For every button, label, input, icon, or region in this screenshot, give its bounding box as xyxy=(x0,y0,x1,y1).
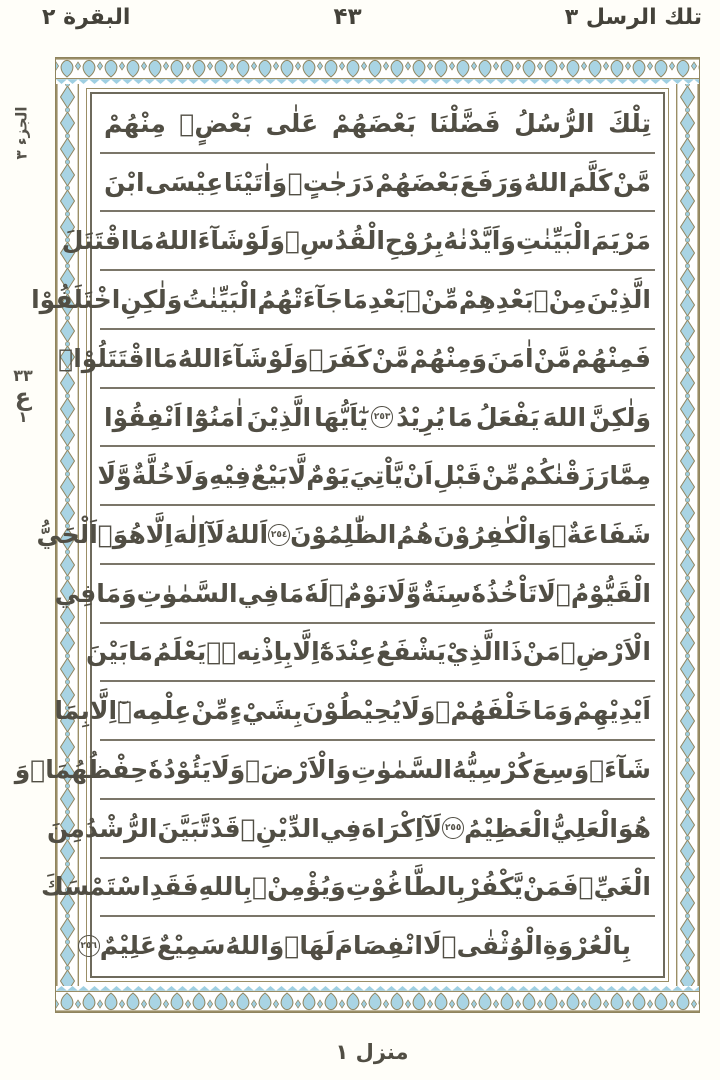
ayah-word: مَا xyxy=(128,637,154,667)
quran-line xyxy=(31,271,655,330)
ayah-word: مَا xyxy=(153,343,178,373)
ayah-word: بِالطَّاغُوْتِ xyxy=(345,872,466,902)
ayah-word: وَلَا xyxy=(401,696,436,726)
ayah-word: وَالْاَرْضَۚ xyxy=(245,754,352,784)
ayah-word: مَرْيَمَ xyxy=(590,226,651,256)
ayah-word: وَيُؤْمِنْۢ xyxy=(252,872,346,902)
ayah-word: يَّاْتِيَ xyxy=(349,461,404,491)
ayah-word: مِّنْۢ xyxy=(405,285,459,315)
ayah-word: فَضَّلْنَا xyxy=(429,108,501,138)
ayah-word: بَعْضَهُمْ xyxy=(331,108,417,138)
ayah-word: يَّكْفُرْ xyxy=(465,872,523,902)
ayah-word: الرُّسُلُ xyxy=(514,108,595,138)
ayah-word: فَقَدِ xyxy=(149,872,199,902)
quran-line xyxy=(86,624,655,683)
ayah-word: ابْنَ xyxy=(104,167,145,197)
ayah-word: بَعْضٍۘ xyxy=(179,108,253,138)
ayah-word: عَلٰى xyxy=(265,108,319,138)
ayah-word: الَّذِيْنَ xyxy=(246,402,312,432)
ayah-word: اِلَّا xyxy=(89,696,118,726)
ayah-word: يَوْمٌ xyxy=(306,461,350,491)
ayah-word: عِلْمِهٖٓ xyxy=(117,696,192,726)
ayah-word: الْبَيِّنٰتِ xyxy=(515,226,591,256)
ayah-word: اٰمَنُوْٓا xyxy=(185,402,244,432)
ayah-word: وَاللهُ xyxy=(225,931,285,961)
ayah-word: فَمِنْهُمْ xyxy=(571,343,651,373)
ayah-word: مِنْهُمْ xyxy=(104,108,166,138)
ayah-word: تَاْخُذُهٗ xyxy=(471,578,538,608)
ayah-word: فَمَنْ xyxy=(522,872,579,902)
page-footer xyxy=(42,1040,702,1064)
ayah-word: وَلَا xyxy=(211,754,246,784)
ayah-word: لَا xyxy=(537,578,556,608)
ayah-word: مَنْ xyxy=(522,637,561,667)
ayah-word: بَيْعٌ xyxy=(250,461,288,491)
ayah-word: شَآءَ xyxy=(197,226,245,256)
quran-line xyxy=(14,741,655,800)
ayah-word: يَشْفَعُ xyxy=(376,637,447,667)
ayah-word: لَهٗ xyxy=(304,578,329,608)
ayah-word: وَمَا xyxy=(532,696,574,726)
ayah-word: نَوْمٌۗ xyxy=(328,578,388,608)
ayah-word: انْفِصَامَ xyxy=(334,931,423,961)
ayah-word: بِمَا xyxy=(54,696,90,726)
ayah-word: الْبَيِّنٰتُ xyxy=(182,285,258,315)
ayah-word: وَلَا xyxy=(174,461,210,491)
ayah-word: الْقُدُسِۗ xyxy=(285,226,385,256)
ayah-word: كَفَرَۗ xyxy=(308,343,372,373)
ayah-end-marker: ٢٥٣ xyxy=(371,406,393,428)
quran-line xyxy=(97,447,655,506)
ayah-word: بِشَيْءٍ xyxy=(229,696,303,726)
ayah-word: وَ xyxy=(14,754,31,784)
ayah-word: مَا xyxy=(343,285,368,315)
ayah-word: اَنْفِقُوْا xyxy=(104,402,183,432)
ayah-word: تِلْكَ xyxy=(608,108,651,138)
ayah-end-marker: ٢٥٥ xyxy=(442,817,464,839)
ruku-number: ٣٣ xyxy=(13,366,33,385)
ayah-word: يٰٓاَيُّهَا xyxy=(314,402,369,432)
ayah-word: هُمُ xyxy=(396,520,434,549)
ayah-word: الدِّيْنِۙ xyxy=(240,813,320,843)
ayah-word: اقْتَتَلَ xyxy=(61,226,130,256)
ayah-word: وَرَفَعَ xyxy=(460,167,524,197)
ayah-word: اِلَّا xyxy=(145,520,173,549)
ayah-word: لَآ xyxy=(423,813,443,843)
ayah-word: الرُّشْدُ xyxy=(84,813,158,843)
ayah-word: عَلِيْمٌ xyxy=(99,931,157,961)
ayah-word: قَدْ xyxy=(209,813,241,843)
ayah-word: اَيْدِيْهِمْ xyxy=(573,696,651,726)
ayah-word: مَا xyxy=(447,402,473,432)
ayah-word: اللهُ xyxy=(524,167,568,197)
ayah-word: الظّٰلِمُوْنَ xyxy=(290,520,397,549)
ayah-word: السَّمٰوٰتِ xyxy=(136,578,238,608)
page-number: ۴۳ xyxy=(333,4,362,30)
ayah-word: عِيْسَى xyxy=(145,167,224,197)
ayah-word: تَّبَيَّنَ xyxy=(157,813,210,843)
ayah-word: مِمَّا xyxy=(609,461,651,491)
ayah-word: مِنَ xyxy=(46,813,85,843)
ayah-word: اللهُ xyxy=(154,226,198,256)
ayah-word: الْعَلِيُّ xyxy=(550,813,618,843)
ayah-word: السَّمٰوٰتِ xyxy=(351,754,452,784)
ayah-word: يَعْلَمُ xyxy=(153,637,207,667)
ayah-word: يَفْعَلُ xyxy=(475,402,540,432)
ayah-word: وَلَوْ xyxy=(267,343,309,373)
ayah-word: اَللهُ xyxy=(224,520,269,549)
ayah-word: هُوَۚ xyxy=(97,520,146,549)
ayah-word: مَا xyxy=(279,578,305,608)
quran-line xyxy=(54,565,655,624)
ruku-ain-symbol: ع xyxy=(14,382,32,411)
ayah-end-marker: ٢٥٦ xyxy=(78,935,100,957)
ayah-word: بِاللهِ xyxy=(198,872,253,902)
juz-title: تلك الرسل ٣ xyxy=(564,5,702,30)
ayah-word: وَمِنْهُمْ xyxy=(409,343,488,373)
ayah-word: مِنْۢ xyxy=(533,285,587,315)
ayah-word: وَسِعَ xyxy=(532,754,590,784)
ayah-word: اقْتَتَلُوْاۘ xyxy=(58,343,154,373)
ayah-word: بِاِذْنِهٖۗ xyxy=(206,637,293,667)
ayah-word: الْقَيُّوْمُۚ xyxy=(555,578,651,608)
margin-juz-label xyxy=(0,78,44,188)
quran-line xyxy=(100,154,655,213)
ayah-word: الَّذِيْ xyxy=(446,637,502,667)
quran-line xyxy=(61,212,655,271)
ayah-word: اِلٰهَ xyxy=(172,520,207,549)
juz-label-text: الجزء ٣ xyxy=(12,106,30,160)
quran-line xyxy=(58,330,655,389)
ayah-word: مِّنْ xyxy=(481,461,520,491)
ayah-word: لَّا xyxy=(287,461,307,491)
ayah-word: يَئُوْدُهٗ xyxy=(148,754,212,784)
ayah-word: بَيْنَ xyxy=(86,637,129,667)
ayah-word: الْغَيِّۚ xyxy=(578,872,651,902)
ayah-word: شَفَاعَةٌۗ xyxy=(551,520,651,549)
ayah-word: كُرْسِيُّهُ xyxy=(451,754,533,784)
ayah-word: وَلَوْ xyxy=(244,226,286,256)
ayah-word: اللهَ xyxy=(542,402,587,432)
ayah-word: شَآءَۚ xyxy=(589,754,651,784)
ayah-word: جَآءَتْهُمُ xyxy=(257,285,344,315)
ayah-word: يُرِيْدُ xyxy=(396,402,445,432)
surah-title: البقرة ٢ xyxy=(42,5,131,30)
ayah-word: فِيْهِ xyxy=(209,461,251,491)
ayah-word: مِّنْ xyxy=(191,696,230,726)
ayah-word: مَّنْ xyxy=(533,343,572,373)
ayah-word: لَآ xyxy=(206,520,225,549)
ayah-word: عِنْدَهٗٓ xyxy=(319,637,377,667)
ayah-word: اخْتَلَفُوْا xyxy=(31,285,121,315)
ayah-word: وَاَيَّدْنٰهُ xyxy=(443,226,516,256)
manzil-label: منزل ١ xyxy=(335,1040,409,1064)
ayah-word: مَا xyxy=(129,226,155,256)
ayah-word: الْاَرْضِۗ xyxy=(560,637,651,667)
ayah-word: لَا xyxy=(422,931,442,961)
ayah-word: قَبْلِ xyxy=(432,461,482,491)
ayah-word: الْعَظِيْمُ xyxy=(464,813,551,843)
ayah-word: دَرَجٰتٍۗ xyxy=(287,167,375,197)
ayah-word: سَمِيْعٌ xyxy=(156,931,226,961)
ayah-end-marker: ٢٥٤ xyxy=(268,524,290,546)
ayah-word: الَّذِيْنَ xyxy=(586,285,651,315)
ayah-word: هُوَ xyxy=(617,813,651,843)
ayah-word: بَعْدِهِمْ xyxy=(458,285,534,315)
ayah-word: وَاٰتَيْنَا xyxy=(223,167,288,197)
ayah-word: وَّلَا xyxy=(387,578,422,608)
quran-line xyxy=(46,800,655,859)
quran-line xyxy=(100,95,655,154)
ayah-word: شَآءَ xyxy=(221,343,268,373)
ayah-word: سِنَةٌ xyxy=(421,578,472,608)
ayah-word: مَّنْ xyxy=(371,343,410,373)
ayah-word: وَالْكٰفِرُوْنَ xyxy=(433,520,552,549)
border-ornament-top-icon xyxy=(56,58,699,84)
ayah-word: يُحِيْطُوْنَ xyxy=(302,696,402,726)
ayah-word: وَمَا xyxy=(96,578,137,608)
ayah-word: وَلٰكِنَّ xyxy=(589,402,651,432)
border-ornament-bottom-icon xyxy=(56,986,699,1012)
ayah-word: خُلَّةٌ xyxy=(131,461,175,491)
ayah-word: اللهُ xyxy=(177,343,222,373)
ayah-word: فِي xyxy=(319,813,362,843)
page-header xyxy=(42,4,702,30)
ayah-word: بِرُوْحِ xyxy=(384,226,444,256)
margin-ruku-marker xyxy=(4,368,42,426)
ayah-word: ذَا xyxy=(501,637,523,667)
ayah-word: اَلْحَيُّ xyxy=(36,520,98,549)
border-ornament-right-icon xyxy=(675,84,699,986)
quran-line xyxy=(80,917,655,974)
ayah-word: اِكْرَاهَ xyxy=(361,813,424,843)
ayah-word: وَّلَا xyxy=(97,461,132,491)
ayah-word: لَهَاۗ xyxy=(284,931,335,961)
ayah-word: الْوُثْقٰىۗ xyxy=(441,931,543,961)
ayah-word: فِي xyxy=(237,578,280,608)
quran-line xyxy=(54,682,655,741)
ayah-word: حِفْظُهُمَاۚ xyxy=(30,754,149,784)
ayah-word: كَلَّمَ xyxy=(568,167,613,197)
ayah-word: بِالْعُرْوَةِ xyxy=(542,931,631,961)
quran-line xyxy=(100,389,655,448)
ayah-word: اسْتَمْسَكَ xyxy=(40,872,150,902)
ruku-sub-number: ١ xyxy=(18,407,28,426)
ayah-word: بَعْضَهُمْ xyxy=(375,167,460,197)
ayah-word: مَّنْ xyxy=(613,167,651,197)
ayah-word: رَزَقْنٰكُمْ xyxy=(519,461,610,491)
ayah-word: خَلْفَهُمْۚ xyxy=(435,696,533,726)
ayah-word: اِلَّا xyxy=(292,637,320,667)
ayah-word: فِي xyxy=(54,578,97,608)
quran-line xyxy=(36,506,655,565)
ayah-word: وَلٰكِنِ xyxy=(120,285,183,315)
ayah-word: اَنْ xyxy=(403,461,433,491)
ayah-word: اٰمَنَ xyxy=(487,343,534,373)
ayah-word: بَعْدِ xyxy=(367,285,406,315)
quran-line xyxy=(40,859,655,918)
